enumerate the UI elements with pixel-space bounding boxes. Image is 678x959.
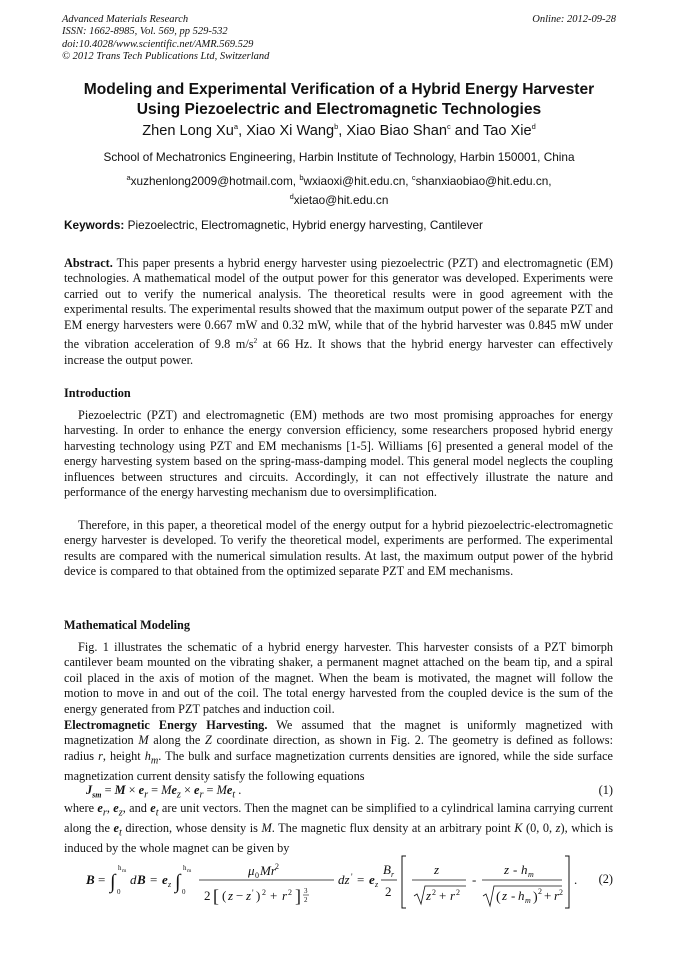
email-address: shanxiaobiao@hit.edu.cn, <box>415 173 552 188</box>
author-separator: and <box>450 122 483 139</box>
abstract <box>64 256 613 368</box>
paragraph-text: , height <box>102 748 145 763</box>
equation-number: (2) <box>598 872 613 886</box>
online-date: Online: 2012-09-28 <box>532 14 616 25</box>
svg-text:e: e <box>162 872 168 887</box>
svg-text:': ' <box>252 888 254 898</box>
math-symbol: Z <box>205 733 212 748</box>
svg-text:B: B <box>137 872 146 887</box>
svg-text:z: z <box>228 888 234 903</box>
svg-text:B: B <box>383 862 391 877</box>
svg-text:0: 0 <box>117 888 121 896</box>
author-name: Tao Xie <box>482 122 532 139</box>
svg-text:h: h <box>183 864 187 872</box>
svg-text:dz: dz <box>338 872 350 887</box>
math-symbol: M <box>138 733 149 748</box>
paper-title <box>40 80 638 119</box>
modeling-paragraph-1: Fig. 1 illustrates the schematic of a hybrid energy harvester. This harvester consists of a PZT bimorph cantilever beam mounted on the vibrating shaker, a permanent magnet attached on the beam tip, and a spiral coil placed in the axis of motion of the magnet. When the beam is motivated, the magnet will follow the motion to move in and out of the coil. The total energy harvested from the coupled device is the sum of the energy generated from PZT patches and induction coil. <box>64 640 613 716</box>
equation-2-graphic <box>64 850 604 912</box>
svg-text:): ) <box>256 888 261 903</box>
email-address: xietao@hit.edu.cn <box>293 193 389 208</box>
paragraph-text: , and <box>122 801 151 815</box>
math-subscript: m <box>150 755 159 767</box>
svg-text:=: = <box>150 872 158 887</box>
author-mark: b <box>334 122 339 131</box>
svg-text:z: z <box>502 888 508 903</box>
author-mark: d <box>531 122 536 131</box>
svg-text:−: − <box>236 888 244 903</box>
paragraph-text: ), which is induced by the whole magnet can be given by <box>64 820 614 855</box>
svg-text:h: h <box>518 888 525 903</box>
svg-text:z: z <box>246 888 252 903</box>
equation-2 <box>64 850 613 912</box>
svg-text:2: 2 <box>262 888 266 897</box>
svg-text:B: B <box>86 872 95 887</box>
svg-text:0: 0 <box>255 871 259 880</box>
equation-1-body: $J_{sm} = M \times e_r = Me_z \times e_r = Me_t$ . <box>86 783 242 801</box>
modeling-paragraph-2 <box>64 718 613 784</box>
svg-text:+: + <box>439 888 447 903</box>
svg-text:=: = <box>357 872 365 887</box>
section-heading-modeling: Mathematical Modeling <box>64 618 191 632</box>
author-mark: c <box>446 122 451 131</box>
svg-text:r: r <box>450 888 456 903</box>
email-mark: a <box>126 173 131 182</box>
svg-text:e: e <box>369 872 375 887</box>
email-address: xuzhenlong2009@hotmail.com, <box>130 173 300 188</box>
svg-text:Mr: Mr <box>260 863 276 878</box>
introduction-paragraph-1: Piezoelectric (PZT) and electromagnetic (EM) methods are two most promising approaches for energy harvesting. In order to enhance the energy conversion efficiency, some researchers proposed hybrid energy harvesting technology using PZT and EM mechanisms [1-5]. Williams [6] presented a general model of the energy harvesting system based on the spring-mass-damping model. This general model neglects the coupling influences between structures and circuits. Accordingly, it can not effectively illustrate the nature and performance of the energy harvesting mechanism due to oversimplification. <box>64 408 613 500</box>
svg-text:r: r <box>554 888 560 903</box>
svg-text:h: h <box>521 862 528 877</box>
svg-text:h: h <box>118 864 122 872</box>
svg-text:z: z <box>375 880 379 889</box>
svg-text:0: 0 <box>182 888 186 896</box>
math-symbol: K <box>514 820 523 835</box>
svg-text:m: m <box>122 868 127 874</box>
svg-text:-: - <box>472 872 477 887</box>
svg-text:z: z <box>504 862 510 877</box>
svg-text:m: m <box>525 896 531 905</box>
svg-text:r: r <box>282 888 288 903</box>
svg-text:∫: ∫ <box>110 871 116 893</box>
introduction-paragraph-2: Therefore, in this paper, a theoretical model of the energy output for a hybrid piezoelectric-electromagnetic energy harvester is developed. To verify the theoretical model, experiments are performed. The experimental results are compared with the numerical simulation results. At last, the maximum output power of the hybrid device is compared to that obtained from the optimized separate PZT and EM mechanisms. <box>64 518 613 579</box>
author-separator: , <box>238 122 247 139</box>
modeling-paragraph-3: where $e_r$, $e_z$, and $e_t$ are unit vectors. Then the magnet can be simplified to a cylindrical lamina carrying current along the $e_t$ direction, whose density is M. The magnetic flux density at an arbitrary point K (0, 0, z), which is induced by the whole magnet can be given by <box>64 801 614 855</box>
paragraph-text: (0, 0, <box>522 820 556 835</box>
equation-number: (1) <box>598 783 613 797</box>
keywords-text: Piezoelectric, Electromagnetic, Hybrid energy harvesting, Cantilever <box>124 218 483 232</box>
section-heading-introduction: Introduction <box>64 386 131 400</box>
paragraph-text: . The magnetic flux density at an arbitrary point <box>271 820 515 835</box>
svg-text:): ) <box>533 890 538 905</box>
svg-text:3: 3 <box>304 887 308 895</box>
svg-text:2: 2 <box>432 888 436 897</box>
svg-text:+: + <box>544 888 552 903</box>
math-symbol: z <box>555 820 561 835</box>
paragraph-text: coordinate direction, as shown in Fig. 2. The geometry is defined as follows: radius <box>64 733 613 763</box>
svg-text:d: d <box>130 872 137 887</box>
paragraph-text: along the <box>148 733 205 748</box>
abstract-label: Abstract. <box>64 256 113 270</box>
author-name: Zhen Long Xu <box>142 122 234 139</box>
svg-text:(: ( <box>222 888 227 903</box>
math-symbol: M <box>261 820 272 835</box>
doi-line: doi:10.4028/www.scientific.net/AMR.569.529 <box>62 38 254 50</box>
svg-text:∫: ∫ <box>175 871 181 893</box>
author-mark: a <box>233 122 239 131</box>
paragraph-text: where <box>64 801 98 815</box>
author-separator: , <box>338 122 347 139</box>
svg-text:2: 2 <box>288 888 292 897</box>
abstract-superscript: 2 <box>253 336 258 346</box>
svg-text:r: r <box>391 870 395 879</box>
email-mark: c <box>411 173 416 182</box>
svg-text:2: 2 <box>204 888 211 903</box>
issn-line: ISSN: 1662-8985, Vol. 569, pp 529-532 <box>62 26 228 38</box>
author-name: Xiao Xi Wang <box>246 122 335 139</box>
author-list <box>40 122 638 139</box>
subsection-heading-em: Electromagnetic Energy Harvesting. <box>64 718 268 732</box>
svg-text:m: m <box>187 868 192 874</box>
paragraph-text: are unit vectors. Then the magnet can be simplified to a cylindrical lamina carrying current along the <box>64 801 614 835</box>
paragraph-text: direction, whose density is <box>121 820 262 835</box>
svg-text:[: [ <box>213 886 219 906</box>
abstract-text-end: at 66 Hz. It shows that the hybrid energy harvester can effectively increase the output power. <box>64 337 613 367</box>
svg-text:m: m <box>528 870 534 879</box>
title-line-2: Using Piezoelectric and Electromagnetic Technologies <box>136 100 542 118</box>
svg-text:2: 2 <box>456 888 460 897</box>
svg-text:(: ( <box>496 890 501 905</box>
svg-text:μ: μ <box>248 863 255 878</box>
affiliation: School of Mechatronics Engineering, Harbin Institute of Technology, Harbin 150001, China <box>103 150 575 164</box>
svg-text:2: 2 <box>385 884 392 899</box>
svg-text:z: z <box>434 862 440 877</box>
svg-text:-: - <box>511 888 516 903</box>
svg-text:=: = <box>98 872 106 887</box>
svg-text:2: 2 <box>538 887 542 896</box>
email-mark: b <box>299 173 304 182</box>
email-list <box>80 170 598 209</box>
svg-text:z: z <box>426 888 432 903</box>
journal-name: Advanced Materials Research <box>62 14 189 25</box>
svg-text:': ' <box>351 872 353 882</box>
copyright-line: © 2012 Trans Tech Publications Ltd, Switzerland <box>62 51 270 63</box>
svg-text:]: ] <box>295 886 301 906</box>
email-mark: d <box>289 192 294 202</box>
svg-text:-: - <box>513 862 518 877</box>
paragraph-text: . The bulk and surface magnetization currents densities are ignored, while the side surface magnetization current density satisfy the following equations <box>64 748 613 783</box>
svg-text:2: 2 <box>275 862 279 871</box>
math-symbol: h <box>144 748 151 763</box>
svg-text:+: + <box>270 888 278 903</box>
svg-text:.: . <box>574 872 578 887</box>
title-line-1: Modeling and Experimental Verification of a Hybrid Energy Harvester <box>83 81 595 98</box>
journal-header <box>62 14 616 64</box>
paragraph-text: We assumed that the magnet is uniformly magnetized with magnetization <box>64 718 614 748</box>
svg-text:2: 2 <box>304 896 308 904</box>
keywords <box>64 218 616 232</box>
svg-text:z: z <box>168 880 172 889</box>
author-name: Xiao Biao Shan <box>346 122 447 139</box>
email-address: wxiaoxi@hit.edu.cn, <box>303 173 412 188</box>
abstract-text: This paper presents a hybrid energy harvester using piezoelectric (PZT) and electromagnetic (EM) technologies. A mathematical model of the output power for this generator was developed. Experiments were carried out to verify the numerical analysis. The theoretical results were in good agreement with the experimental results. The experimental results showed that the maximum output power of the separate PZT and EM energy harvesters were 0.667 mW and 0.32 mW, while that of the hybrid harvester was 0.845 mW under the vibration acceleration of 9.8 m/s <box>64 256 613 352</box>
svg-text:2: 2 <box>559 888 563 897</box>
math-symbol: r <box>98 748 103 763</box>
keywords-label: Keywords: <box>64 218 125 232</box>
